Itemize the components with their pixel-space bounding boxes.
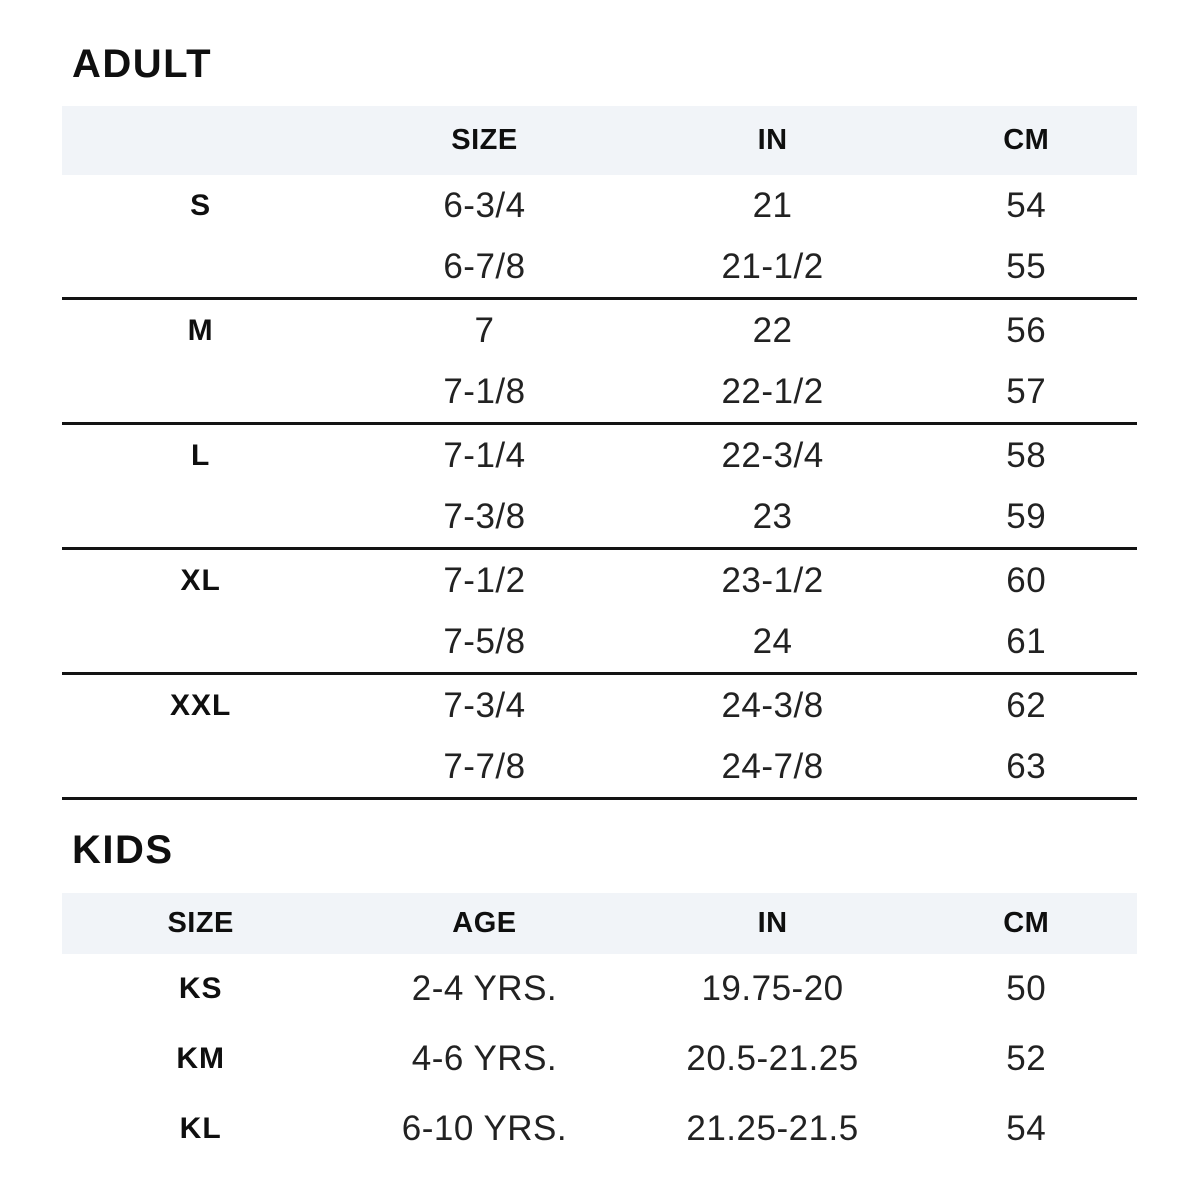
row-label [62, 361, 339, 424]
inches-value: 24-7/8 [630, 736, 916, 799]
age-value: 4-6 YRS. [411, 1039, 558, 1078]
inches-value: 24 [630, 611, 916, 674]
kids-col-header-size: SIZE [62, 893, 339, 954]
adult-size-table [62, 106, 1137, 800]
adult-header-row [62, 106, 1137, 175]
table-row [62, 674, 1137, 737]
hat-size-value: 7-7/8 [339, 736, 629, 799]
row-label [62, 736, 339, 799]
inches-value: 20.5-21.25 [686, 1039, 859, 1078]
age-value: 2-4 YRS. [411, 969, 558, 1008]
hat-size-value: 7-1/8 [339, 361, 629, 424]
kid-size-label: KL [179, 1112, 222, 1145]
hat-size-value: 7-1/2 [443, 560, 526, 600]
cm-value: 54 [1006, 185, 1047, 225]
table-row [62, 175, 1137, 236]
adult-col-header-blank [62, 106, 339, 175]
inches-value: 22-3/4 [721, 435, 824, 475]
row-label: S [190, 188, 212, 222]
inches-value: 22 [752, 310, 793, 350]
table-row [62, 486, 1137, 549]
hat-size-value: 6-7/8 [339, 236, 629, 299]
inches-value: 21 [752, 185, 793, 225]
cm-value: 63 [916, 736, 1137, 799]
adult-col-header-cm: CM [916, 106, 1137, 175]
table-row [62, 361, 1137, 424]
cm-value: 59 [916, 486, 1137, 549]
hat-size-value: 7 [474, 310, 495, 350]
table-row [62, 549, 1137, 612]
kids-col-header-age: AGE [339, 893, 629, 954]
row-label: XL [180, 563, 221, 597]
inches-value: 19.75-20 [701, 969, 844, 1008]
hat-size-value: 7-5/8 [339, 611, 629, 674]
cm-value: 60 [1006, 560, 1047, 600]
cm-value: 56 [1006, 310, 1047, 350]
kids-col-header-cm: CM [916, 893, 1137, 954]
cm-value: 52 [1006, 1039, 1047, 1078]
inches-value: 21.25-21.5 [686, 1109, 859, 1148]
row-label [62, 611, 339, 674]
inches-value: 23-1/2 [721, 560, 824, 600]
adult-col-header-size: SIZE [339, 106, 629, 175]
table-row [62, 954, 1137, 1024]
table-row [62, 611, 1137, 674]
cm-value: 54 [1006, 1109, 1047, 1148]
inches-value: 23 [630, 486, 916, 549]
hat-size-value: 7-1/4 [443, 435, 526, 475]
hat-size-value: 7-3/4 [443, 685, 526, 725]
inches-value: 21-1/2 [630, 236, 916, 299]
cm-value: 55 [916, 236, 1137, 299]
row-label: L [191, 438, 211, 472]
kids-section-title: KIDS [72, 828, 174, 872]
row-label: XXL [169, 688, 232, 722]
kid-size-label: KS [178, 972, 223, 1005]
kids-size-table [62, 893, 1137, 1164]
inches-value: 24-3/8 [721, 685, 824, 725]
inches-value: 22-1/2 [630, 361, 916, 424]
hat-size-value: 7-3/8 [339, 486, 629, 549]
table-row [62, 736, 1137, 799]
kid-size-label: KM [176, 1042, 225, 1075]
adult-section-title: ADULT [72, 42, 213, 86]
kids-header-row [62, 893, 1137, 954]
table-row [62, 1094, 1137, 1164]
cm-value: 58 [1006, 435, 1047, 475]
cm-value: 62 [1006, 685, 1047, 725]
kids-col-header-in: IN [630, 893, 916, 954]
hat-size-value: 6-3/4 [443, 185, 526, 225]
row-label [62, 236, 339, 299]
cm-value: 61 [916, 611, 1137, 674]
row-label [62, 486, 339, 549]
row-label: M [187, 313, 214, 347]
cm-value: 50 [1006, 969, 1047, 1008]
table-row [62, 236, 1137, 299]
age-value: 6-10 YRS. [401, 1109, 568, 1148]
table-row [62, 424, 1137, 487]
table-row [62, 1024, 1137, 1094]
table-row [62, 299, 1137, 362]
adult-col-header-in: IN [630, 106, 916, 175]
cm-value: 57 [916, 361, 1137, 424]
